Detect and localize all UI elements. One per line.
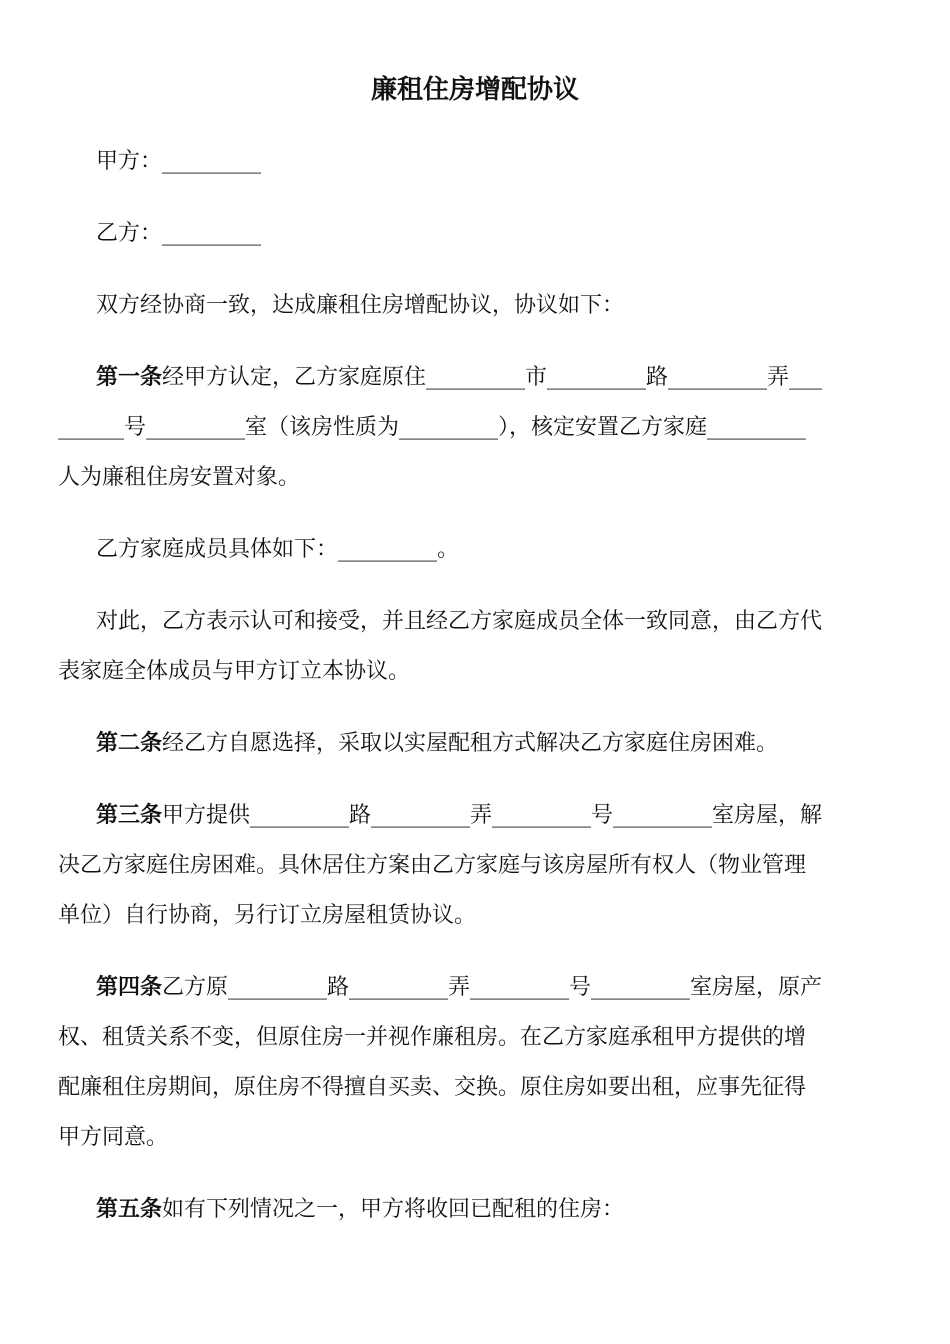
article-4-text-1: 乙方原_________路_________弄_________号_________室房屋，原产 (162, 975, 823, 1000)
article-3-label: 第三条 (96, 803, 163, 828)
consent-line-1: 对此，乙方表示认可和接受，并且经乙方家庭成员全体一致同意，由乙方代 (96, 609, 823, 634)
article-1-line-3: 人为廉租住房安置对象。 (58, 465, 301, 490)
article-4-line-2: 权、租赁关系不变，但原住房一并视作廉租房。在乙方家庭承租甲方提供的增 (58, 1025, 807, 1050)
article-2-label: 第二条 (96, 731, 163, 756)
article-1-label: 第一条 (96, 365, 163, 390)
document-title: 廉租住房增配协议 (370, 75, 579, 105)
party-b-line: 乙方：_________ (96, 221, 262, 246)
article-2-line-1 (96, 728, 898, 760)
article-5-text-1: 如有下列情况之一，甲方将收回已配租的住房： (162, 1197, 625, 1222)
article-3-text-1: 甲方提供_________路_________弄_________号_________室房屋，解 (162, 803, 823, 828)
article-4-label: 第四条 (96, 975, 163, 1000)
article-5-line-1 (96, 1194, 898, 1226)
family-members-line: 乙方家庭成员具体如下：_________。 (96, 537, 460, 562)
article-4-line-4: 甲方同意。 (58, 1125, 169, 1150)
article-3-line-2: 决乙方家庭住房困难。具休居住方案由乙方家庭与该房屋所有权人（物业管理 (58, 853, 807, 878)
article-4-line-1 (96, 972, 898, 1004)
party-a-line: 甲方：_________ (96, 149, 262, 174)
article-1-line-2: ______号_________室（该房性质为_________），核定安置乙方家庭_________ (58, 415, 807, 440)
article-5-label: 第五条 (96, 1197, 163, 1222)
article-3-line-1 (96, 800, 898, 832)
article-4-line-3: 配廉租住房期间，原住房不得擅自买卖、交换。原住房如要出租，应事先征得 (58, 1075, 807, 1100)
article-1-text-1: 经甲方认定，乙方家庭原住_________市_________路_________弄___ (162, 365, 823, 390)
article-3-line-3: 单位）自行协商，另行订立房屋租赁协议。 (58, 903, 477, 928)
intro-paragraph: 双方经协商一致，达成廉租住房增配协议，协议如下： (96, 293, 625, 318)
article-1-line-1 (96, 362, 898, 394)
article-2-text-1: 经乙方自愿选择，采取以实屋配租方式解决乙方家庭住房困难。 (162, 731, 779, 756)
consent-line-2: 表家庭全体成员与甲方订立本协议。 (58, 659, 411, 684)
